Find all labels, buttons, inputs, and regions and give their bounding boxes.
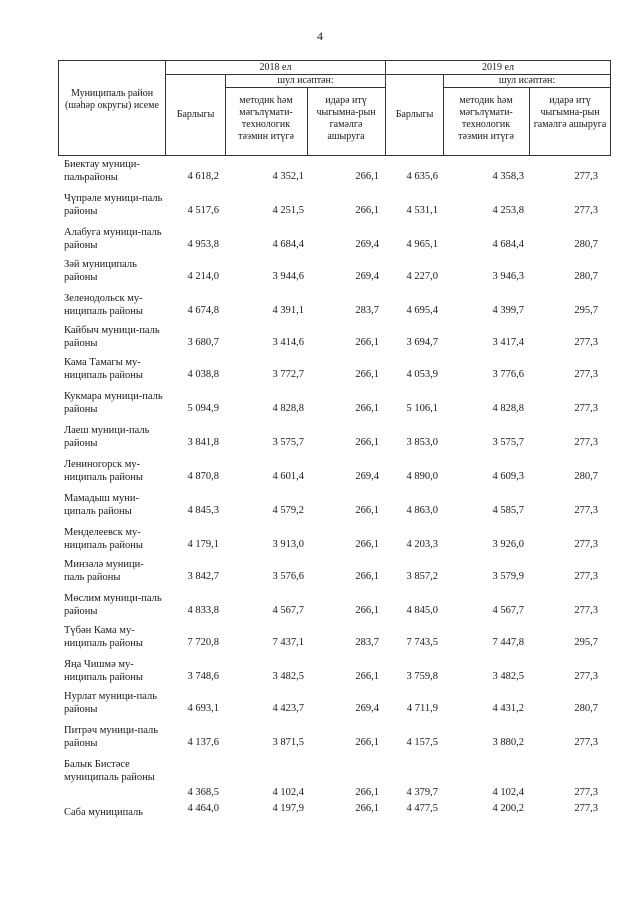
management-2019-cell: 280,7 [574, 703, 598, 714]
management-2018-cell: 266,1 [355, 403, 379, 414]
total-2019-cell: 4 531,1 [406, 205, 438, 216]
management-2019-cell: 295,7 [574, 305, 598, 316]
methodical-2019-cell: 4 399,7 [492, 305, 524, 316]
total-2019-cell: 4 845,0 [406, 605, 438, 616]
total-2019-cell: 4 863,0 [406, 505, 438, 516]
methodical-2018-cell: 3 913,0 [272, 539, 304, 550]
methodical-2019-cell: 3 776,6 [492, 369, 524, 380]
total-2019-cell: 4 477,5 [406, 803, 438, 814]
methodical-2019-cell: 4 828,8 [492, 403, 524, 414]
management-2019-cell: 277,3 [574, 671, 598, 682]
total-2018-cell: 4 214,0 [187, 271, 219, 282]
management-2019-cell: 280,7 [574, 239, 598, 250]
total-2019-cell: 3 759,8 [406, 671, 438, 682]
management-2018-cell: 266,1 [355, 539, 379, 550]
methodical-2019-cell: 4 567,7 [492, 605, 524, 616]
management-2018-cell: 266,1 [355, 737, 379, 748]
header-methodical-2019: методик һәм мәгълүмати-технологик тәэмин итүгә [458, 95, 514, 142]
methodical-2018-cell: 4 601,4 [272, 471, 304, 482]
total-2018-cell: 4 368,5 [187, 787, 219, 798]
header-methodical-2018: методик һәм мәгълүмати-технологик тәэмин итүгә [238, 95, 294, 142]
methodical-2019-cell: 7 447,8 [492, 637, 524, 648]
management-2018-cell: 266,1 [355, 571, 379, 582]
district-name: Минзәлә муници-паль районы [64, 559, 144, 583]
total-2019-cell: 4 711,9 [406, 703, 438, 714]
total-2019-cell: 4 890,0 [406, 471, 438, 482]
district-name: Балык Бистәсе муниципаль районы [64, 759, 155, 783]
management-2019-cell: 277,3 [574, 171, 598, 182]
management-2018-cell: 269,4 [355, 271, 379, 282]
district-name: Лениногорск му-ниципаль районы [64, 459, 143, 483]
total-2018-cell: 4 833,8 [187, 605, 219, 616]
management-2018-cell: 283,7 [355, 637, 379, 648]
total-2018-cell: 3 842,7 [187, 571, 219, 582]
district-name: Мөслим муници-паль районы [64, 593, 162, 617]
header-of-which-2018: шул исәптән: [277, 75, 334, 86]
management-2019-cell: 277,3 [574, 737, 598, 748]
management-2018-cell: 266,1 [355, 803, 379, 814]
methodical-2019-cell: 3 482,5 [492, 671, 524, 682]
methodical-2018-cell: 3 576,6 [272, 571, 304, 582]
methodical-2019-cell: 3 946,3 [492, 271, 524, 282]
management-2018-cell: 266,1 [355, 171, 379, 182]
management-2018-cell: 269,4 [355, 471, 379, 482]
total-2018-cell: 4 137,6 [187, 737, 219, 748]
methodical-2018-cell: 3 575,7 [272, 437, 304, 448]
district-name: Менделеевск му-ниципаль районы [64, 527, 143, 551]
vline-right [610, 60, 611, 156]
management-2018-cell: 266,1 [355, 505, 379, 516]
methodical-2018-cell: 3 871,5 [272, 737, 304, 748]
management-2019-cell: 277,3 [574, 505, 598, 516]
methodical-2018-cell: 4 197,9 [272, 803, 304, 814]
management-2019-cell: 277,3 [574, 539, 598, 550]
management-2019-cell: 277,3 [574, 403, 598, 414]
methodical-2019-cell: 4 358,3 [492, 171, 524, 182]
vline-mid-2019 [529, 87, 530, 156]
methodical-2019-cell: 3 880,2 [492, 737, 524, 748]
management-2019-cell: 277,3 [574, 571, 598, 582]
total-2018-cell: 4 953,8 [187, 239, 219, 250]
methodical-2019-cell: 4 102,4 [492, 787, 524, 798]
management-2018-cell: 266,1 [355, 205, 379, 216]
header-bottom-border [58, 155, 610, 156]
header-top-border [58, 60, 610, 61]
methodical-2019-cell: 3 575,7 [492, 437, 524, 448]
vline-names [165, 60, 166, 156]
management-2019-cell: 277,3 [574, 369, 598, 380]
header-management-2019: идарә итү чыгымна-рын гамәлгә ашыруга [533, 95, 607, 130]
district-name: Нурлат муници-паль районы [64, 691, 158, 715]
header-year-2019: 2019 ел [482, 62, 514, 73]
methodical-2018-cell: 4 251,5 [272, 205, 304, 216]
header-of-which-2019: шул исәптән: [498, 75, 556, 86]
management-2018-cell: 266,1 [355, 337, 379, 348]
total-2019-cell: 4 157,5 [406, 737, 438, 748]
methodical-2018-cell: 4 567,7 [272, 605, 304, 616]
methodical-2018-cell: 3 772,7 [272, 369, 304, 380]
vline-year-split [385, 60, 386, 156]
total-2019-cell: 7 743,5 [406, 637, 438, 648]
management-2018-cell: 266,1 [355, 787, 379, 798]
total-2018-cell: 4 464,0 [187, 803, 219, 814]
total-2018-cell: 4 517,6 [187, 205, 219, 216]
header-subgroup-divider [225, 87, 385, 88]
methodical-2019-cell: 4 431,2 [492, 703, 524, 714]
total-2019-cell: 3 853,0 [406, 437, 438, 448]
methodical-2018-cell: 4 352,1 [272, 171, 304, 182]
district-name: Кама Тамагы му-ниципаль районы [64, 357, 143, 381]
methodical-2019-cell: 3 579,9 [492, 571, 524, 582]
total-2019-cell: 4 227,0 [406, 271, 438, 282]
district-name: Саба муниципаль [64, 807, 144, 818]
vline-mid-2018 [307, 87, 308, 156]
methodical-2019-cell: 4 684,4 [492, 239, 524, 250]
management-2019-cell: 280,7 [574, 471, 598, 482]
header-subgroup-divider-2019 [443, 87, 610, 88]
management-2018-cell: 266,1 [355, 437, 379, 448]
management-2019-cell: 295,7 [574, 637, 598, 648]
page-number: 4 [317, 29, 323, 43]
management-2018-cell: 266,1 [355, 671, 379, 682]
district-name: Алабуга муници-паль районы [64, 227, 162, 251]
district-name: Лаеш муници-паль районы [64, 425, 150, 449]
district-name: Зеленодольск му-ниципаль районы [64, 293, 143, 317]
district-name: Яңа Чишмә му-ниципаль районы [64, 659, 143, 683]
header-year-2018: 2018 ел [259, 62, 292, 73]
total-2019-cell: 4 053,9 [406, 369, 438, 380]
district-name: Чүпрәле муници-паль районы [64, 193, 163, 217]
management-2019-cell: 277,3 [574, 803, 598, 814]
methodical-2018-cell: 4 423,7 [272, 703, 304, 714]
total-2018-cell: 4 674,8 [187, 305, 219, 316]
district-name: Кайбыч муници-паль районы [64, 325, 160, 349]
management-2018-cell: 283,7 [355, 305, 379, 316]
total-2018-cell: 4 870,8 [187, 471, 219, 482]
total-2018-cell: 4 618,2 [187, 171, 219, 182]
methodical-2018-cell: 3 944,6 [272, 271, 304, 282]
management-2019-cell: 277,3 [574, 787, 598, 798]
management-2018-cell: 269,4 [355, 703, 379, 714]
methodical-2019-cell: 4 253,8 [492, 205, 524, 216]
management-2019-cell: 277,3 [574, 605, 598, 616]
total-2018-cell: 3 680,7 [187, 337, 219, 348]
methodical-2018-cell: 4 579,2 [272, 505, 304, 516]
total-2019-cell: 4 635,6 [406, 171, 438, 182]
total-2019-cell: 4 203,3 [406, 539, 438, 550]
district-name: Зәй муниципаль районы [64, 259, 137, 283]
methodical-2018-cell: 4 391,1 [272, 305, 304, 316]
management-2018-cell: 266,1 [355, 369, 379, 380]
total-2019-cell: 4 695,4 [406, 305, 438, 316]
district-name: Питрәч муници-паль районы [64, 725, 159, 749]
district-name: Биектау муници-пальрайоны [64, 159, 140, 183]
management-2018-cell: 266,1 [355, 605, 379, 616]
methodical-2018-cell: 3 482,5 [272, 671, 304, 682]
management-2019-cell: 277,3 [574, 205, 598, 216]
methodical-2018-cell: 7 437,1 [272, 637, 304, 648]
total-2019-cell: 4 379,7 [406, 787, 438, 798]
management-2018-cell: 269,4 [355, 239, 379, 250]
methodical-2018-cell: 3 414,6 [272, 337, 304, 348]
total-2019-cell: 3 857,2 [406, 571, 438, 582]
total-2018-cell: 4 179,1 [187, 539, 219, 550]
district-name: Мамадыш муни-ципаль районы [64, 493, 139, 517]
total-2018-cell: 7 720,8 [187, 637, 219, 648]
total-2018-cell: 5 094,9 [187, 403, 219, 414]
management-2019-cell: 277,3 [574, 437, 598, 448]
methodical-2018-cell: 4 828,8 [272, 403, 304, 414]
total-2018-cell: 3 748,6 [187, 671, 219, 682]
methodical-2019-cell: 4 585,7 [492, 505, 524, 516]
methodical-2019-cell: 3 926,0 [492, 539, 524, 550]
management-2019-cell: 280,7 [574, 271, 598, 282]
vline-left [58, 60, 59, 156]
total-2018-cell: 3 841,8 [187, 437, 219, 448]
total-2019-cell: 4 965,1 [406, 239, 438, 250]
methodical-2018-cell: 4 102,4 [272, 787, 304, 798]
total-2018-cell: 4 038,8 [187, 369, 219, 380]
district-name: Кукмара муници-паль районы [64, 391, 163, 415]
total-2018-cell: 4 845,3 [187, 505, 219, 516]
methodical-2018-cell: 4 684,4 [272, 239, 304, 250]
header-total-2018: Барлыгы [176, 109, 215, 120]
header-total-2019: Барлыгы [395, 109, 434, 120]
management-2019-cell: 277,3 [574, 337, 598, 348]
header-row-label: Муниципаль район (шәһәр округы) исеме [65, 88, 159, 111]
header-management-2018: идарә итү чыгымна-рын гамәлгә ашыруга [316, 95, 376, 142]
total-2018-cell: 4 693,1 [187, 703, 219, 714]
total-2019-cell: 3 694,7 [406, 337, 438, 348]
methodical-2019-cell: 4 609,3 [492, 471, 524, 482]
district-name: Түбән Кама му-ниципаль районы [64, 625, 143, 649]
total-2019-cell: 5 106,1 [406, 403, 438, 414]
methodical-2019-cell: 4 200,2 [492, 803, 524, 814]
methodical-2019-cell: 3 417,4 [492, 337, 524, 348]
